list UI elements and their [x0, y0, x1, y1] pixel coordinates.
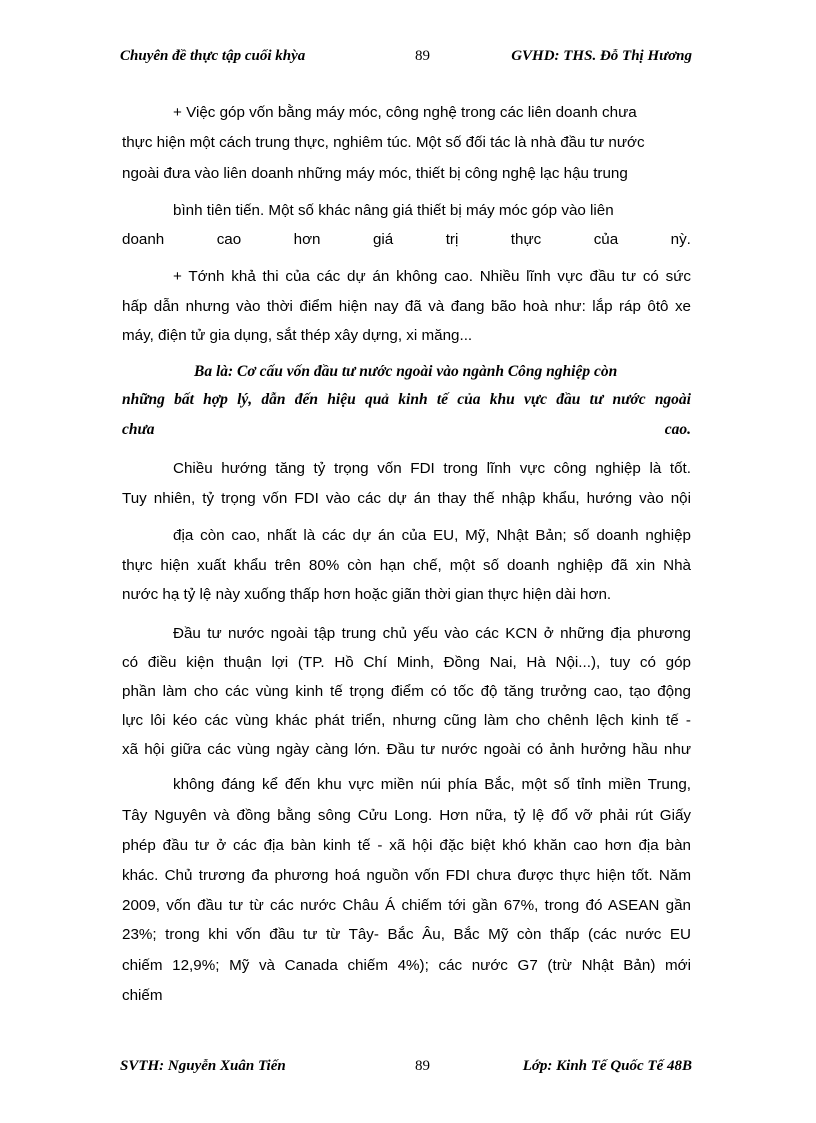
word: doanh — [122, 231, 165, 248]
header-page-number: 89 — [415, 48, 430, 64]
footer-page-number: 89 — [415, 1058, 430, 1074]
text: + Việc góp vốn bằng máy móc, công nghệ trong các liên doanh chưa — [173, 104, 637, 121]
paragraph-1-line-4 — [173, 201, 691, 221]
paragraph-1-line-2 — [122, 133, 691, 153]
paragraph-4-line-1 — [173, 624, 691, 644]
text: chiếm — [122, 987, 163, 1004]
text: khác. Chủ trương đa phương hoá nguồn vốn FDI chưa được thực hiện tốt. Năm — [122, 867, 691, 884]
text: không đáng kể đến khu vực miền núi phía Bắc, một số tỉnh miền Trung, — [173, 776, 691, 793]
paragraph-4-line-5 — [122, 740, 691, 760]
text: địa còn cao, nhất là các dự án của EU, Mỹ, Nhật Bản; số doanh nghiệp — [173, 527, 691, 544]
paragraph-4-line-3 — [122, 682, 691, 702]
paragraph-4-line-13 — [122, 986, 163, 1006]
text: Tuy nhiên, tỷ trọng vốn FDI vào các dự án thay thế nhập khẩu, hướng vào nội — [122, 490, 691, 507]
paragraph-4-line-10 — [122, 896, 691, 916]
paragraph-1-line-5 — [122, 230, 691, 250]
text: thực hiện một cách trung thực, nghiêm túc. Một số đối tác là nhà đầu tư nước — [122, 134, 645, 151]
paragraph-4-line-11 — [122, 925, 691, 945]
text: bình tiên tiến. Một số khác nâng giá thiết bị máy móc góp vào liên — [173, 202, 614, 219]
paragraph-2-line-1 — [173, 267, 691, 287]
text: nước hạ tỷ lệ này xuống thấp hơn hoặc giãn thời gian thực hiện dài hơn. — [122, 586, 612, 603]
text: chiếm 12,9%; Mỹ và Canada chiếm 4%); các nước G7 (trừ Nhật Bản) mới — [122, 957, 691, 974]
text: + Tớnh khả thi của các dự án không cao. Nhiều lĩnh vực đầu tư có sức — [173, 268, 691, 285]
header-course-title: Chuyên đề thực tập cuối khỳa — [120, 48, 306, 64]
paragraph-4-line-6 — [173, 775, 691, 795]
text: Ba là: Cơ cấu vốn đầu tư nước ngoài vào ngành Công nghiệp còn — [194, 363, 618, 380]
paragraph-4-line-2 — [122, 653, 691, 673]
paragraph-3-line-1 — [173, 459, 691, 479]
paragraph-3-line-2 — [122, 489, 691, 509]
word: cao — [216, 231, 242, 248]
text: 23%; trong khi vốn đầu tư từ Tây- Bắc Âu, Bắc Mỹ còn thấp (các nước EU — [122, 926, 691, 943]
text: Chiều hướng tăng tỷ trọng vốn FDI trong lĩnh vực công nghiệp là tốt. — [173, 460, 691, 477]
text: có điều kiện thuận lợi (TP. Hồ Chí Minh, Đồng Nai, Hà Nội...), tuy có góp — [122, 654, 691, 671]
section-heading-line-1 — [194, 362, 617, 382]
text: hấp dẫn nhưng vào thời điểm hiện nay đã và đang bão hoà như: lắp ráp ôtô xe — [122, 298, 691, 315]
text: ngoài đưa vào liên doanh những máy móc, thiết bị công nghệ lạc hậu trung — [122, 165, 628, 182]
paragraph-3-line-3 — [173, 526, 691, 546]
footer-class: Lớp: Kinh Tế Quốc Tế 48B — [522, 1058, 692, 1074]
text: những bất hợp lý, dẫn đến hiệu quả kinh tế của khu vực đầu tư nước ngoài — [122, 391, 691, 408]
text: Tây Nguyên và đồng bằng sông Cửu Long. Hơn nữa, tỷ lệ đổ vỡ phải rút Giấy — [122, 807, 691, 824]
paragraph-3-line-4 — [122, 556, 691, 576]
text: xã hội giữa các vùng ngày càng lớn. Đầu tư nước ngoài có ảnh hưởng hầu như — [122, 741, 691, 758]
text: phần làm cho các vùng kinh tế trọng điểm có tốc độ tăng trưởng cao, tạo động — [122, 683, 691, 700]
text: lực lôi kéo các vùng khác phát triển, nhưng cũng làm cho chênh lệch kinh tế - — [122, 712, 691, 729]
word: chưa — [122, 421, 155, 438]
page-header — [120, 48, 692, 70]
word: thực — [510, 231, 542, 248]
text: máy, điện tử gia dụng, sắt thép xây dựng, xi măng... — [122, 327, 473, 344]
word: hơn — [293, 231, 321, 248]
footer-student: SVTH: Nguyễn Xuân Tiến — [120, 1058, 286, 1074]
paragraph-4-line-4 — [122, 711, 691, 731]
paragraph-1-line-1 — [173, 103, 691, 123]
text: thực hiện xuất khẩu trên 80% còn hạn chế, một số doanh nghiệp đã xin Nhà — [122, 557, 691, 574]
word: trị — [445, 231, 459, 248]
paragraph-4-line-8 — [122, 836, 691, 856]
paragraph-2-line-3 — [122, 326, 472, 346]
text: 2009, vốn đầu tư từ các nước Châu Á chiếm tới gần 67%, trong đó ASEAN gần — [122, 897, 691, 914]
word: nỳ. — [670, 231, 691, 248]
text: phép đầu tư ở các địa bàn kinh tế - xã hội đặc biệt khó khăn cao hơn địa bàn — [122, 837, 691, 854]
section-heading-line-3 — [122, 420, 691, 440]
paragraph-1-line-3 — [122, 164, 691, 184]
paragraph-4-line-7 — [122, 806, 691, 826]
text: Đầu tư nước ngoài tập trung chủ yếu vào các KCN ở những địa phương — [173, 625, 691, 642]
word: giá — [372, 231, 394, 248]
paragraph-4-line-12 — [122, 956, 691, 976]
paragraph-2-line-2 — [122, 297, 691, 317]
word: cao. — [664, 421, 691, 438]
word: của — [593, 231, 619, 248]
page-footer — [120, 1058, 692, 1080]
paragraph-3-line-5 — [122, 585, 611, 605]
section-heading-line-2 — [122, 390, 691, 410]
header-supervisor: GVHD: THS. Đỗ Thị Hương — [511, 48, 692, 64]
paragraph-4-line-9 — [122, 866, 691, 886]
